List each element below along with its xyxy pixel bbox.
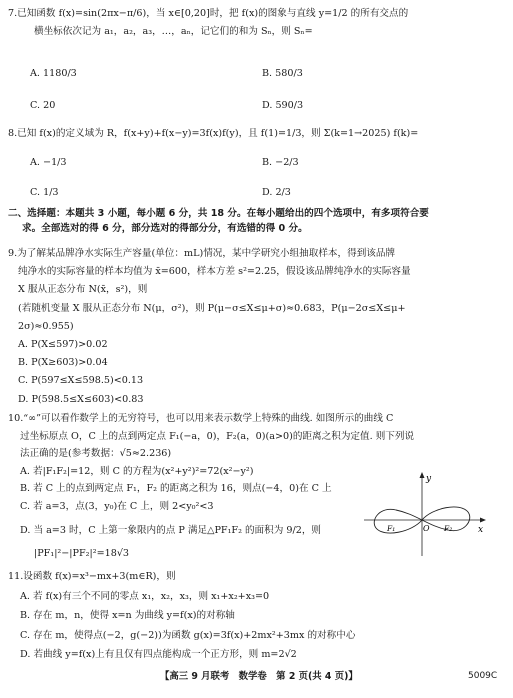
question-10-option-c: C. 若 a=3，点(3，y₀)在 C 上，则 2<y₀²<3	[20, 500, 214, 512]
question-8-option-a: A. −1/3	[30, 157, 67, 168]
question-10-option-d-continued: |PF₁|²−|PF₂|²=18√3	[34, 548, 130, 560]
question-10-option-d: D. 当 a=3 时，C 上第一象限内的点 P 满足△PF₁F₂ 的面积为 9/2，则	[20, 524, 322, 536]
focus-f1-label: F₁	[387, 524, 396, 533]
question-8-option-d: D. 2/3	[262, 187, 291, 198]
question-7-option-c: C. 20	[30, 100, 56, 111]
section-2-heading-line-2: 求。全部选对的得 6 分，部分选对的得部分分，有选错的得 0 分。	[22, 222, 308, 234]
question-11-option-a: A. 若 f(x)有三个不同的零点 x₁，x₂，x₃，则 x₁+x₂+x₃=0	[20, 590, 270, 602]
question-9-line-2: 纯净水的实际容量的样本均值为 x̄=600，样本方差 s²=2.25，假设该品牌纯净水的实际容量	[18, 266, 411, 278]
focus-f2-label: F₂	[444, 524, 453, 533]
question-8-stem: 8.已知 f(x)的定义域为 R，f(x+y)+f(x−y)=3f(x)f(y)，且 f(1)=1/3，则 Σ(k=1→2025) f(k)=	[8, 128, 419, 139]
question-9-line-1: 9.为了解某品牌净水实际生产容量(单位：mL)情况，某中学研究小组抽取样本，得到该品牌	[8, 248, 396, 259]
question-8	[8, 128, 496, 140]
x-axis-arrow	[480, 518, 486, 523]
question-7-option-d: D. 590/3	[262, 100, 304, 111]
x-axis-label: x	[478, 525, 484, 535]
section-2-heading-line-1: 二、选择题：本题共 3 小题，每小题 6 分，共 18 分。在每小题给出的四个选项中，有多项符合要	[8, 208, 429, 219]
question-7-option-b: B. 580/3	[262, 68, 303, 79]
question-9-option-d: D. P(598.5≤X≤603)<0.83	[18, 393, 144, 405]
question-9-option-a: A. P(X≤597)>0.02	[18, 339, 108, 351]
question-7	[8, 8, 496, 38]
question-11-stem: 11.设函数 f(x)=x³−mx+3(m∈R)，则	[8, 571, 176, 582]
question-10-line-2: 过坐标原点 O，C 上的点到两定点 F₁(−a，0)，F₂(a，0)(a>0)的距离之积为定值. 则下列说	[20, 430, 415, 442]
question-10-line-3: 法正确的是(参考数据：√5≈2.236)	[20, 448, 172, 460]
question-9-option-c: C. P(597≤X≤598.5)<0.13	[18, 375, 144, 387]
question-9	[8, 245, 496, 409]
question-10-line-1: 10.“∞”可以看作数学上的无穷符号，也可以用来表示数学上特殊的曲线. 如图所示的曲线 C	[8, 413, 394, 424]
question-7-stem-line-2: 横坐标依次记为 a₁，a₂，a₃，…，aₙ，记它们的和为 Sₙ，则 Sₙ=	[34, 25, 313, 37]
footer-code: 5009C	[468, 671, 498, 681]
question-11	[8, 567, 496, 665]
section-2-heading	[8, 207, 498, 237]
question-9-line-5: 2σ)≈0.955)	[18, 320, 74, 332]
question-8-option-c: C. 1/3	[30, 187, 59, 198]
lemniscate-figure	[360, 470, 490, 560]
question-10-option-b: B. 若 C 上的点到两定点 F₁，F₂ 的距离之积为 16，则点(−4，0)在 C 上	[20, 483, 332, 495]
question-8-option-b: B. −2/3	[262, 157, 299, 168]
question-11-option-d: D. 若曲线 y=f(x)上有且仅有四点能构成一个正方形，则 m=2√2	[20, 649, 297, 660]
question-9-line-4: (若随机变量 X 服从正态分布 N(μ，σ²)，则 P(μ−σ≤X≤μ+σ)≈0.683，P(μ−2σ≤X≤μ+	[18, 302, 406, 314]
footer-title: 【高三 9 月联考 数学卷 第 2 页(共 4 页)】	[160, 671, 358, 682]
y-axis-arrow	[420, 472, 425, 478]
question-7-stem-line-1: 7.已知函数 f(x)=sin(2πx−π/6)，当 x∈[0,20]时，把 f(x)的图象与直线 y=1/2 的所有交点的	[8, 8, 409, 19]
question-9-option-b: B. P(X≥603)>0.04	[18, 357, 108, 369]
question-7-option-a: A. 1180/3	[30, 68, 77, 79]
y-axis-label: y	[426, 474, 432, 484]
question-11-option-c: C. 存在 m，使得点(−2，g(−2))为函数 g(x)=3f(x)+2mx²+3mx 的对称中心	[20, 629, 356, 641]
origin-label: O	[423, 524, 430, 533]
question-10-option-a: A. 若|F₁F₂|=12，则 C 的方程为(x²+y²)²=72(x²−y²)	[20, 465, 254, 477]
question-11-option-b: B. 存在 m，n，使得 x=n 为曲线 y=f(x)的对称轴	[20, 610, 235, 621]
question-9-line-3: X 服从正态分布 N(x̄，s²)，则	[18, 284, 148, 296]
